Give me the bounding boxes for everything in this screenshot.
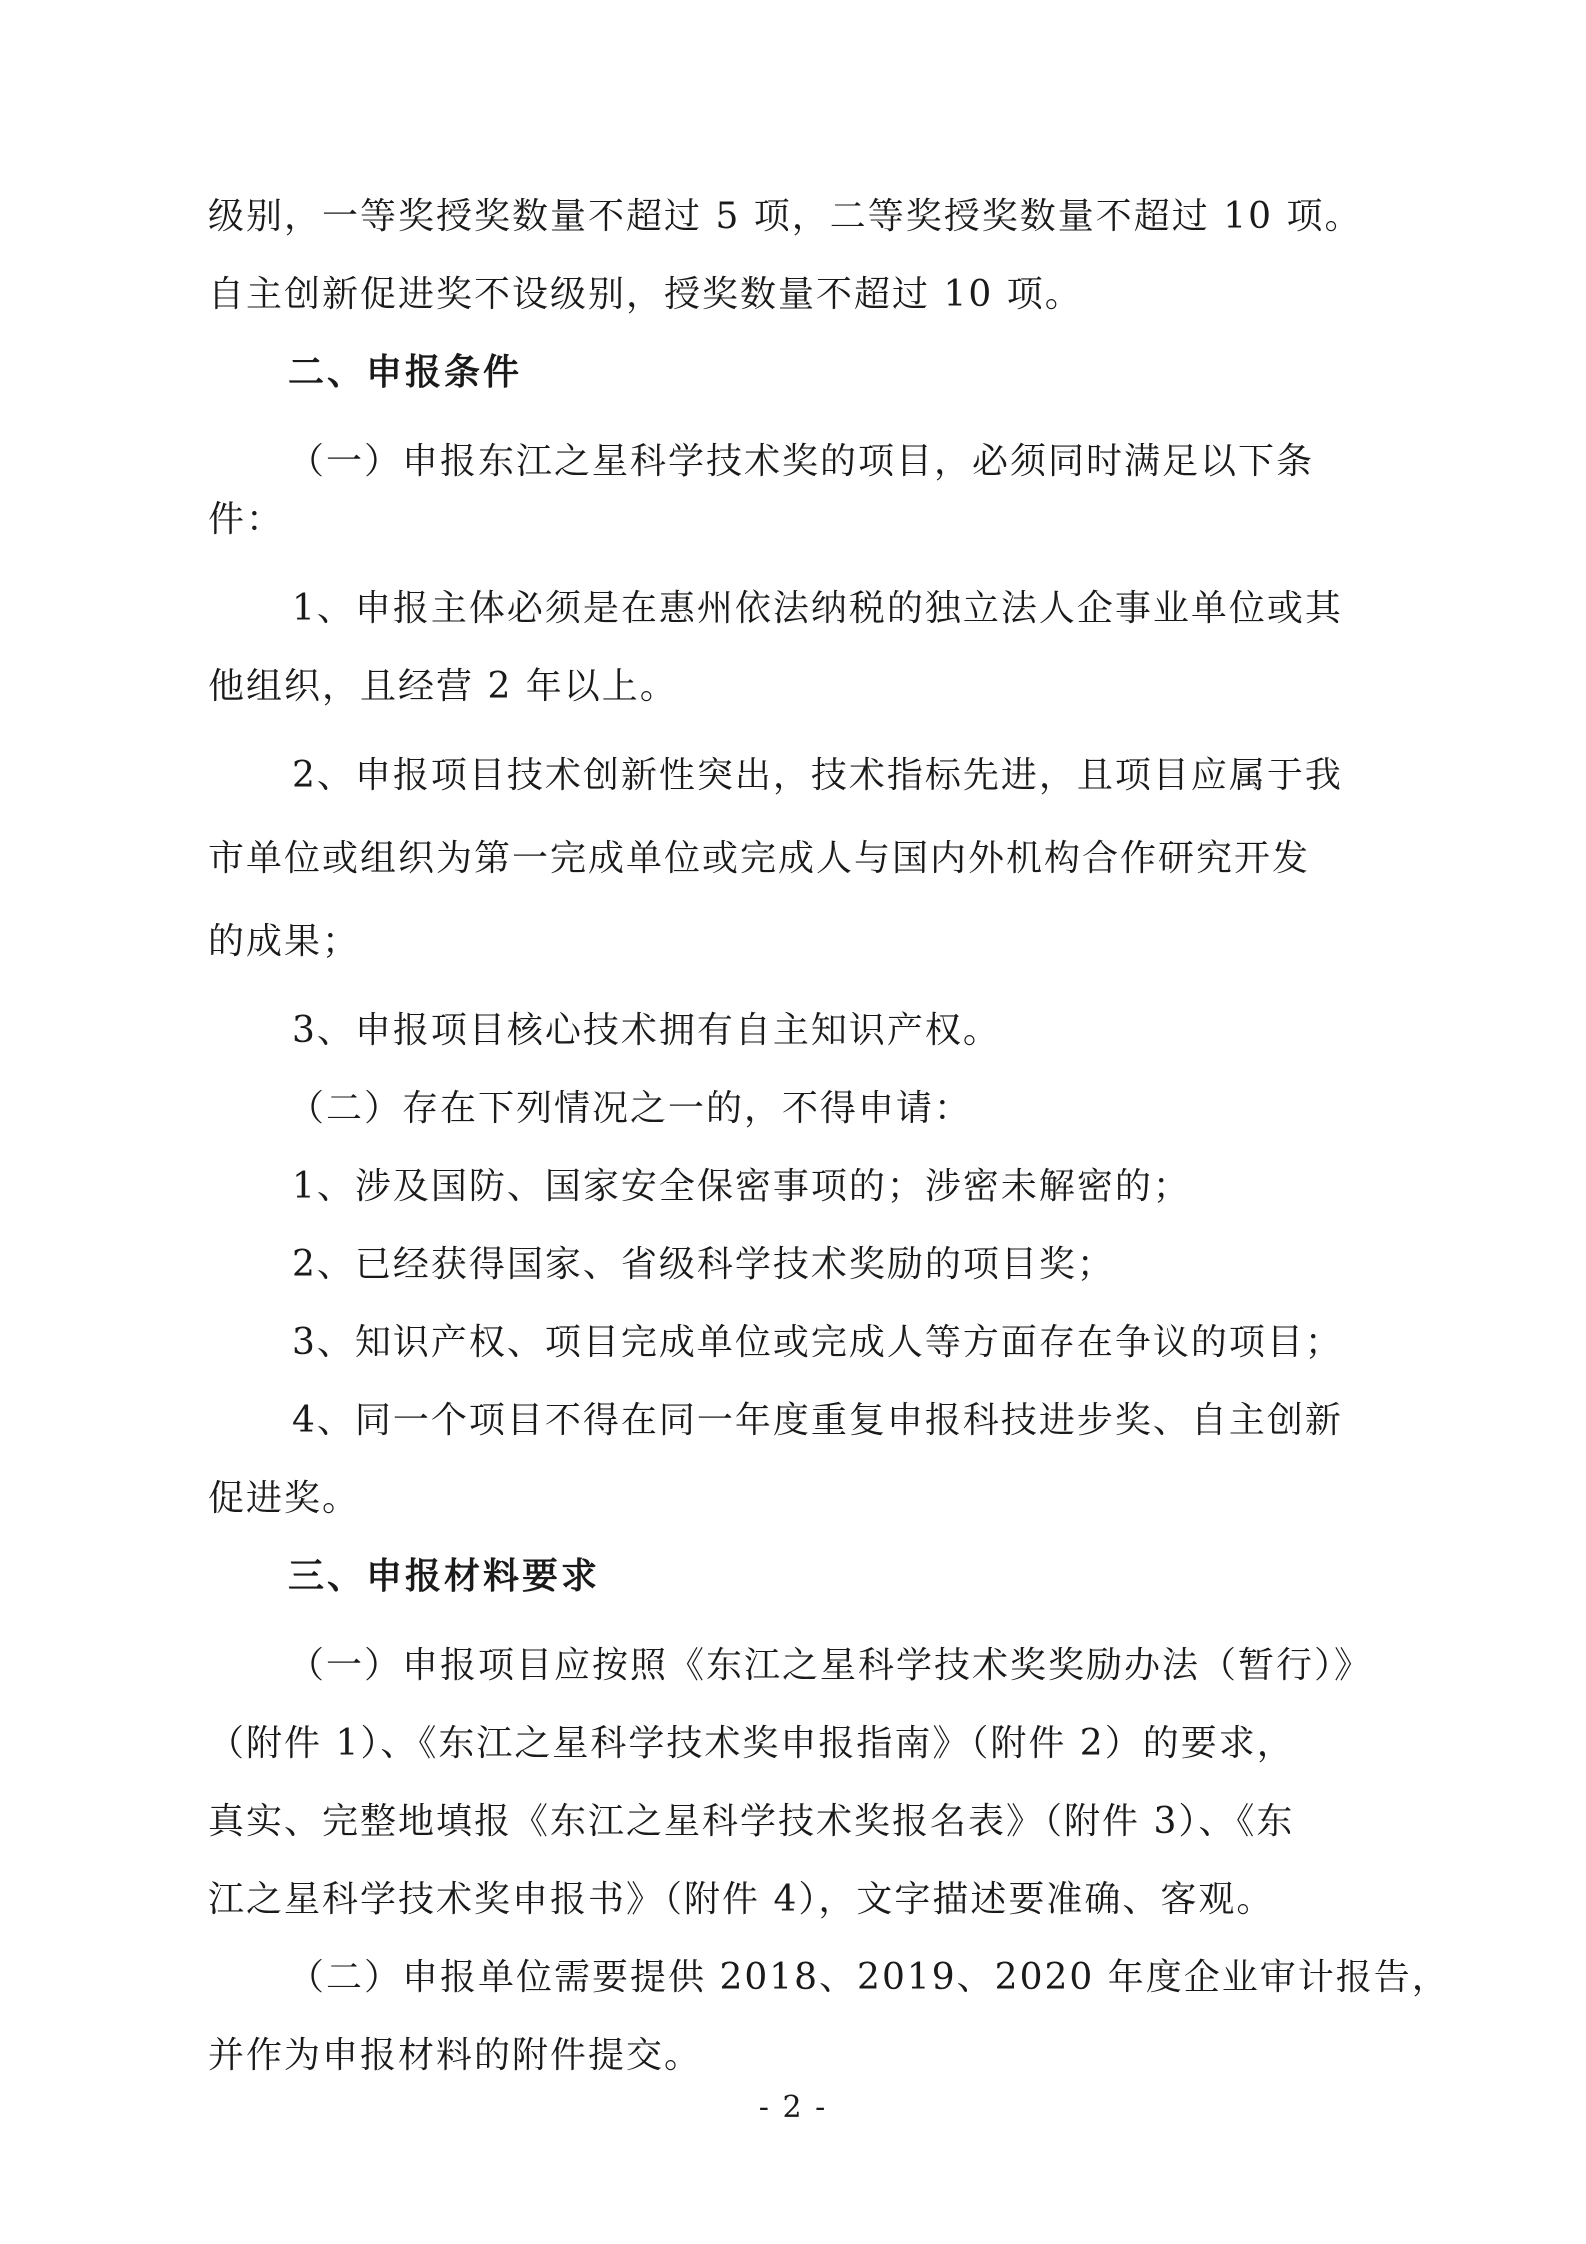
- section-heading: 三、申报材料要求: [288, 1556, 601, 1597]
- document-body: [208, 188, 1450, 2085]
- paragraph-line: （二）存在下列情况之一的，不得申请：: [288, 1088, 973, 1129]
- paragraph-line: 3、知识产权、项目完成单位或完成人等方面存在争议的项目；: [292, 1322, 1343, 1363]
- paragraph-line: 3、申报项目核心技术拥有自主知识产权。: [292, 1010, 1001, 1051]
- paragraph-line: 真实、完整地填报《东江之星科学技术奖报名表》（附件 3）、《东: [208, 1801, 1295, 1842]
- paragraph-line: 级别，一等奖授奖数量不超过 5 项，二等奖授奖数量不超过 10 项。: [208, 196, 1363, 237]
- paragraph-line: 并作为申报材料的附件提交。: [208, 2035, 703, 2076]
- paragraph-line: 江之星科学技术奖申报书》（附件 4），文字描述要准确、客观。: [208, 1879, 1275, 1920]
- paragraph-line: 的成果；: [208, 921, 361, 962]
- paragraph-line: 件：: [208, 499, 285, 540]
- paragraph-line: 1、涉及国防、国家安全保密事项的；涉密未解密的；: [292, 1166, 1191, 1207]
- page-number: - 2 -: [758, 2090, 828, 2125]
- paragraph-line: （一）申报项目应按照《东江之星科学技术奖奖励办法（暂行）》: [288, 1645, 1373, 1686]
- section-heading: 二、申报条件: [288, 352, 523, 393]
- paragraph-line: 促进奖。: [208, 1478, 361, 1519]
- paragraph-line: （二）申报单位需要提供 2018、2019、2020 年度企业审计报告，: [288, 1957, 1450, 1998]
- paragraph-line: 2、已经获得国家、省级科学技术奖励的项目奖；: [292, 1244, 1115, 1285]
- paragraph-line: 4、同一个项目不得在同一年度重复申报科技进步奖、自主创新: [292, 1400, 1343, 1441]
- paragraph-line: 市单位或组织为第一完成单位或完成人与国内外机构合作研究开发: [208, 838, 1311, 879]
- paragraph-line: 自主创新促进奖不设级别，授奖数量不超过 10 项。: [208, 274, 1083, 315]
- paragraph-line: （一）申报东江之星科学技术奖的项目，必须同时满足以下条: [288, 441, 1315, 482]
- paragraph-line: 1、申报主体必须是在惠州依法纳税的独立法人企事业单位或其: [292, 588, 1343, 629]
- paragraph-line: 2、申报项目技术创新性突出，技术指标先进，且项目应属于我: [292, 755, 1343, 796]
- paragraph-line: （附件 1）、《东江之星科学技术奖申报指南》（附件 2）的要求，: [208, 1723, 1295, 1764]
- paragraph-line: 他组织，且经营 2 年以上。: [208, 666, 678, 707]
